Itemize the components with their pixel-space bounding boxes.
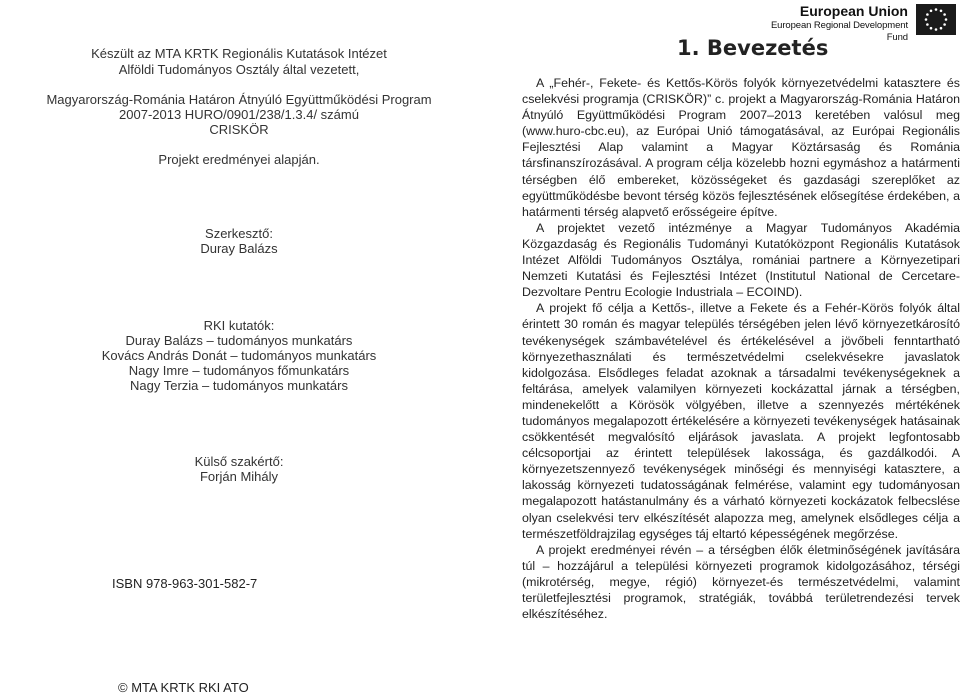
credits-line: Alföldi Tudományos Osztály által vezetett, bbox=[118, 62, 360, 77]
eu-logo bbox=[762, 3, 958, 43]
credits-line: Magyarország-Románia Határon Átnyúló Együttműködési Program bbox=[46, 92, 432, 107]
eu-flag-icon bbox=[916, 4, 956, 35]
paragraph: A projektet vezető intézménye a Magyar Tudományos Akadémia Közgazdaság és Regionális Tudományi Kutatóközpont Regionális Kutatások Intézet Alföldi Tudományos Osztálya, romániai partnere a Környezetipari Nemzeti Kutatási és Fejlesztési Intézet (Institutul National de Cercetare-Dezvoltare Pentru Ecologie Industriala – ECOIND). bbox=[522, 220, 960, 300]
eu-fund: European Regional Development Fund bbox=[770, 20, 908, 43]
credits-line: CRISKÖR bbox=[209, 122, 269, 137]
paragraph: A projekt fő célja a Kettős-, illetve a Fekete és a Fehér-Körös folyók által érintett 30 román és magyar település térségében jelen lévő környezetkárosító tevékenységek számbavételével és értékelésével a jövőbeli fenntartható környezethasználati és természetvédelmi cselekvésekre javaslatok kidolgozása. Elsődleges feladat azoknak a társadalmi tevékenységeknek a feltárása, amelyek valamilyen környezeti kockázattal járnak a térségben, mindenekelőtt a Körösök völgyében, illetve a szennyezés mértékének tudományos megalapozott értékelésére a környezeti tevékenységek hatásainak csökkentését megvalósító eljárások javaslata. A projekt legfontosabb célcsoportjai az érintett települések lakossága, és gazdálkodói. A környezetszennyező tevékenységek minőségi és mennyiségi katasztere, a lakosság környezeti tudatosságának felmérése, valamint egy tudományosan megalapozott hatástanulmány és a várható környezeti kockázatok felbecslése olyan cselekvési terv elkészítését alapozza meg, amelynek elsődleges célja a természetföldrajzilag egységes táj eltartó képességének megőrzése. bbox=[522, 301, 960, 541]
section-heading: 1. Bevezetés bbox=[677, 36, 829, 60]
editor-label: Szerkesztő: bbox=[205, 226, 273, 241]
researcher-line: Nagy Imre – tudományos főmunkatárs bbox=[128, 363, 350, 378]
paragraph: A „Fehér-, Fekete- és Kettős-Körös folyók környezetvédelmi katasztere és cselekvési programja (CRISKÖR)” c. projekt a Magyarország-Románia Határon Átnyúló Együttműködési Program 2007–2013 keretében valósul meg (www.huro-cbc.eu), az Európai Unió támogatásával, az Európai Regionális Fejlesztési Alap valamint a Magyar Köztársaság és Románia társfinanszírozásával. A program célja közelebb hozni egymáshoz a határmenti térségben élő embereket, közösségeket és gazdasági szereplőket az együttműködésbe bevont térség közös fejlesztésének elősegítése érdekében, a határmenti térség alapvető erősségeire építve. bbox=[522, 76, 960, 219]
researcher-line: Kovács András Donát – tudományos munkatárs bbox=[101, 348, 377, 363]
researcher-line: Duray Balázs – tudományos munkatárs bbox=[125, 333, 353, 348]
expert-label: Külső szakértő: bbox=[194, 454, 284, 469]
isbn: ISBN 978-963-301-582-7 bbox=[112, 576, 258, 591]
paragraph: A projekt eredményei révén – a térségben élők életminőségének javítására túl – hozzájárul a települési környezeti programok kidolgozásához, térségi (mikrotérség, megye, régió) környezet-és természetvédelmi, valamint területfejlesztési programok, stratégiák, továbbá területrendezési tervek elkészítéséhez. bbox=[522, 542, 960, 622]
credits-line: Készült az MTA KRTK Regionális Kutatások Intézet bbox=[91, 46, 387, 61]
copyright: © MTA KRTK RKI ATO bbox=[118, 680, 249, 695]
credits-line: Projekt eredményei alapján. bbox=[158, 152, 320, 167]
researcher-line: Nagy Terzia – tudományos munkatárs bbox=[130, 378, 348, 393]
expert-name: Forján Mihály bbox=[199, 469, 279, 484]
editor-name: Duray Balázs bbox=[200, 241, 278, 256]
section-body bbox=[522, 75, 960, 622]
credits-line: 2007-2013 HURO/0901/238/1.3.4/ számú bbox=[119, 107, 359, 122]
eu-name: European Union bbox=[799, 3, 908, 19]
researchers-label: RKI kutatók: bbox=[203, 318, 275, 333]
